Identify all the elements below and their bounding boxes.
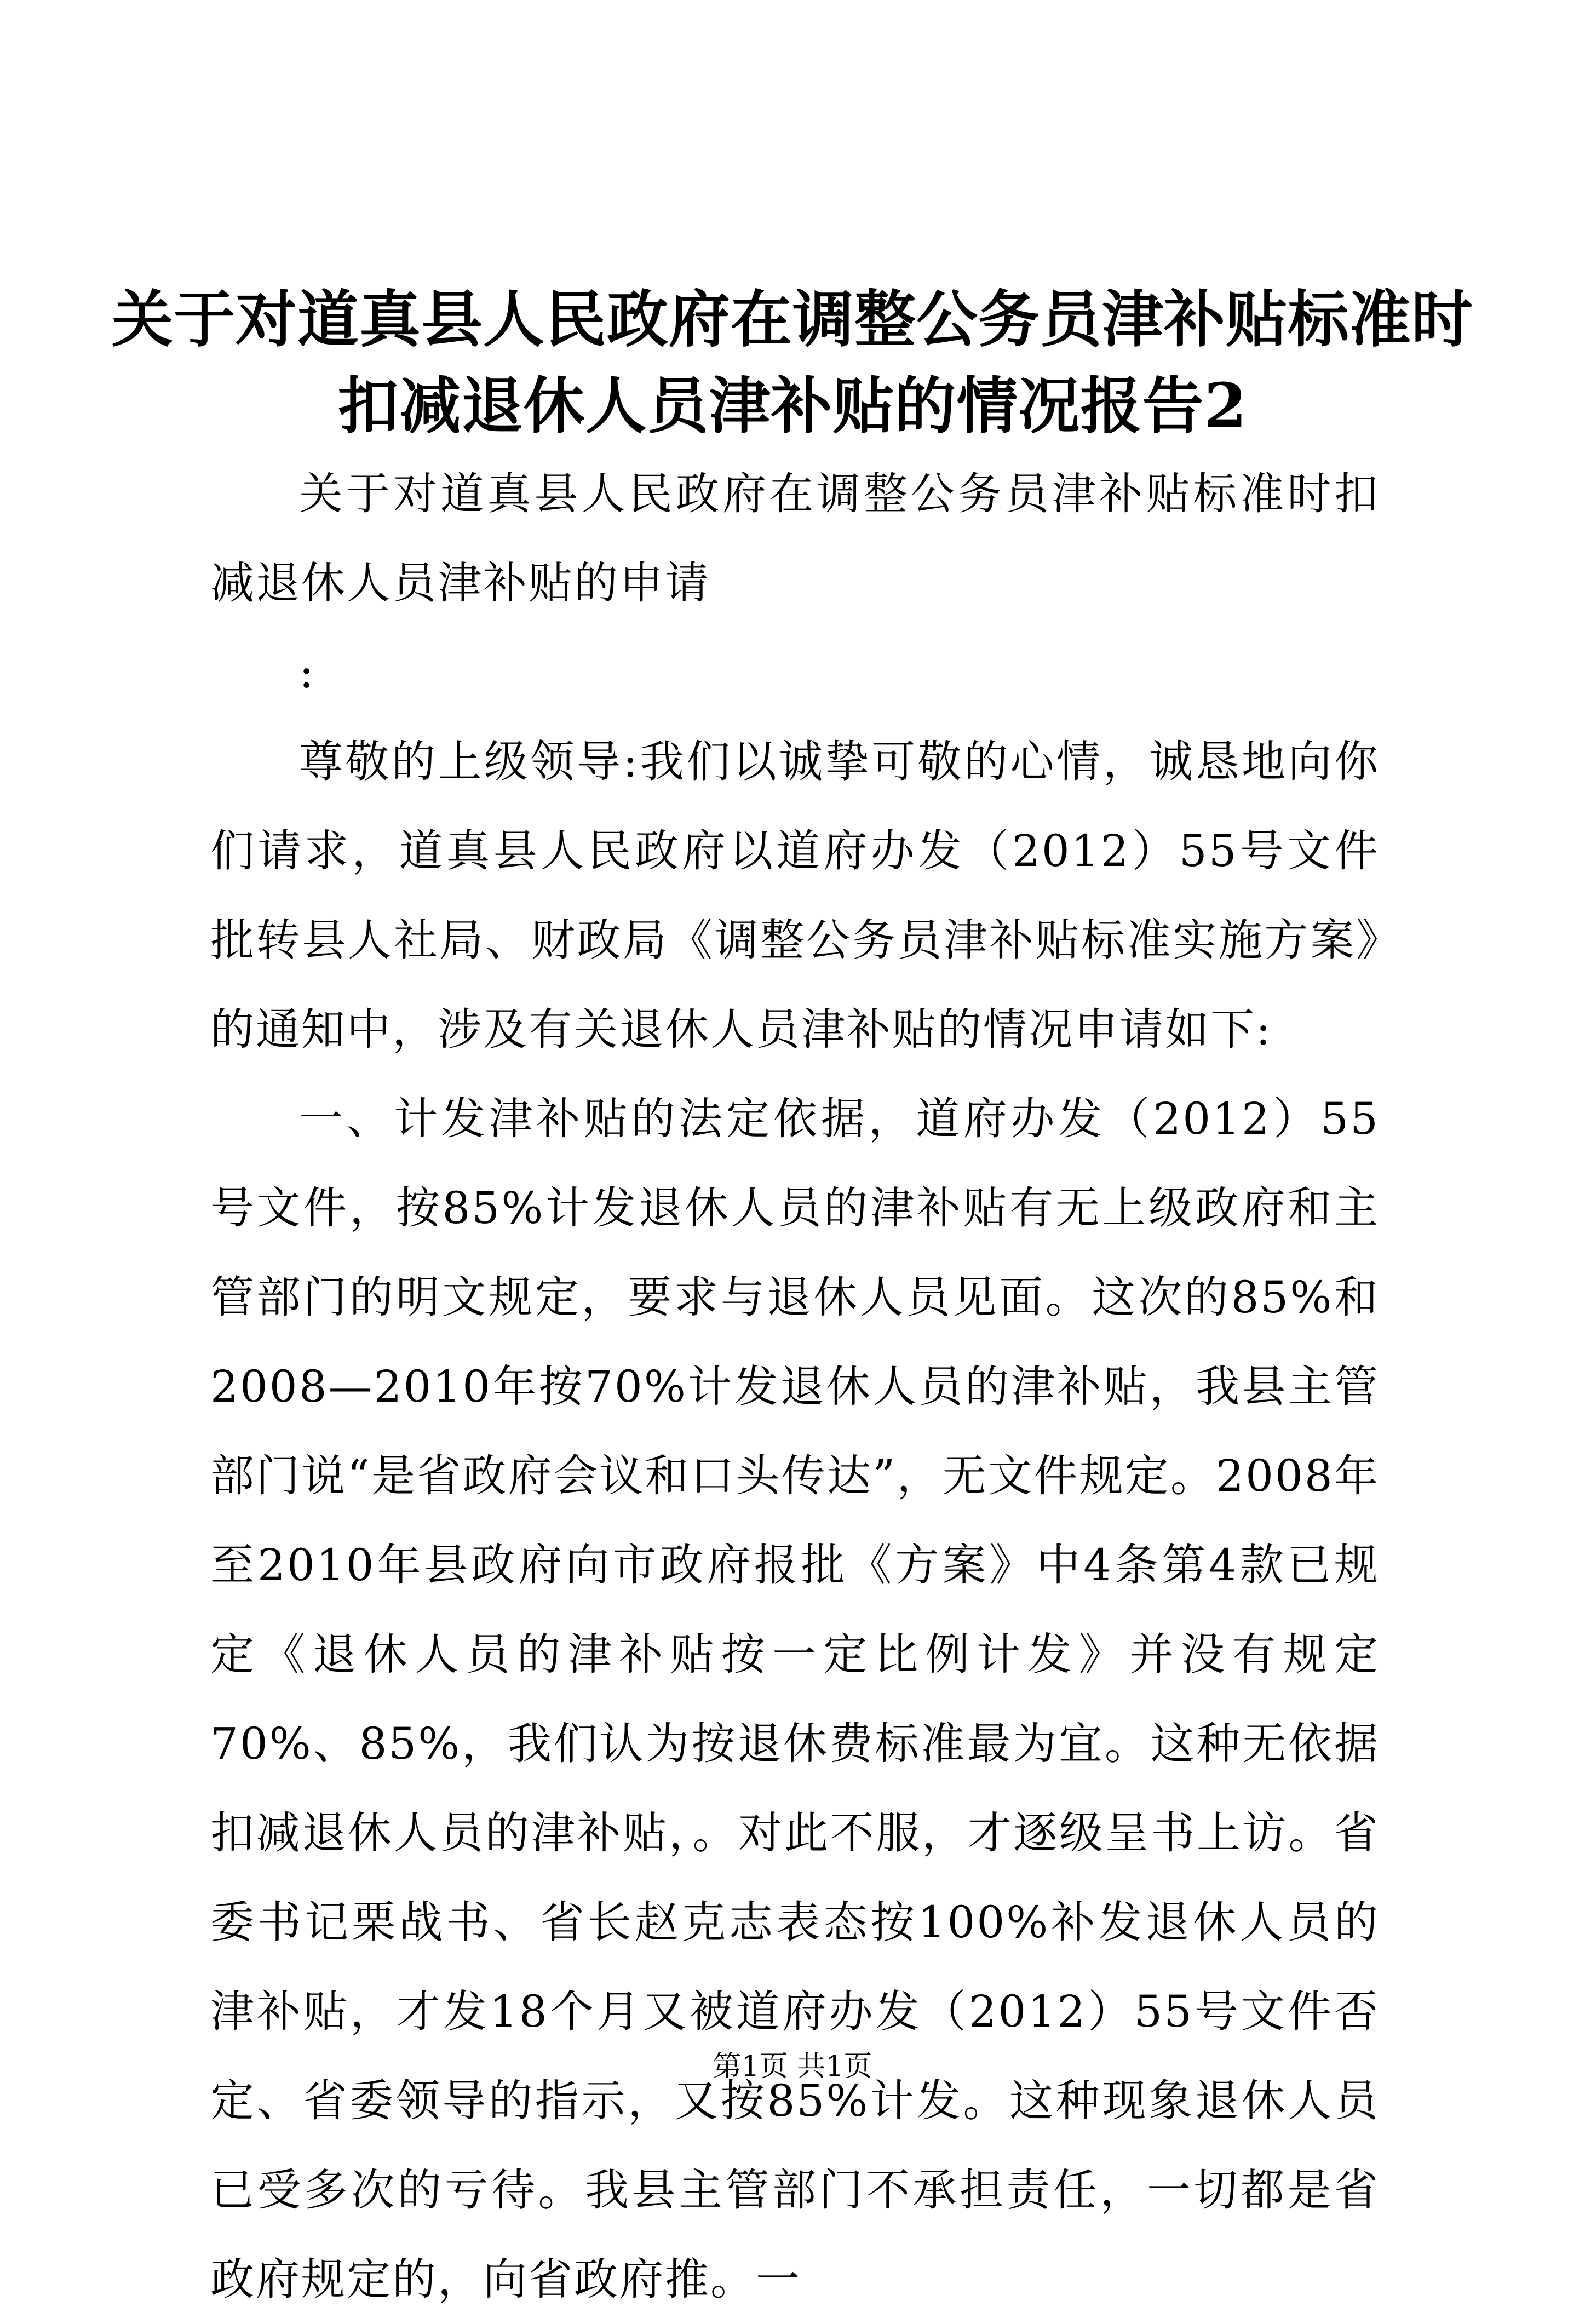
- paragraph-intro: 尊敬的上级领导:我们以诚挚可敬的心情，诚恳地向你们请求，道真县人民政府以道府办发（2012）55号文件批转县人社局、财政局《调整公务员津补贴标准实施方案》的通知中，涉及有关退休人员津补贴的情况申请如下:: [210, 736, 1380, 1055]
- page-footer: 第1页 共1页: [713, 2050, 872, 2083]
- paragraph-section-one: 一、计发津补贴的法定依据，道府办发（2012）55号文件，按85%计发退休人员的津补贴有无上级政府和主管部门的明文规定，要求与退休人员见面。这次的85%和2008—2010年按70%计发退休人员的津补贴，我县主管部门说“是省政府会议和口头传达”，无文件规定。2008年至2010年县政府向市政府报批《方案》中4条第4款已规定《退休人员的津补贴按一定比例计发》并没有规定70%、85%，我们认为按退休费标准最为宜。这种无依据扣减退休人员的津补贴，。对此不服，才逐级呈书上访。省委书记栗战书、省长赵克志表态按100%补发退休人员的津补贴，才发18个月又被道府办发（2012）55号文件否定、省委领导的指示，又按85%计发。这种现象退休人员已受多次的亏待。我县主管部门不承担责任，一切都是省政府规定的，向省政府推。一: [210, 1093, 1380, 2305]
- document-title: 关于对道真县人民政府在调整公务员津补贴标准时扣减退休人员津补贴的情况报告2: [112, 284, 1473, 442]
- paragraph-subject: 关于对道真县人民政府在调整公务员津补贴标准时扣减退休人员津补贴的申请: [210, 468, 1380, 609]
- document-body: [210, 449, 1380, 2324]
- paragraph-salutation-colon: :: [299, 647, 315, 698]
